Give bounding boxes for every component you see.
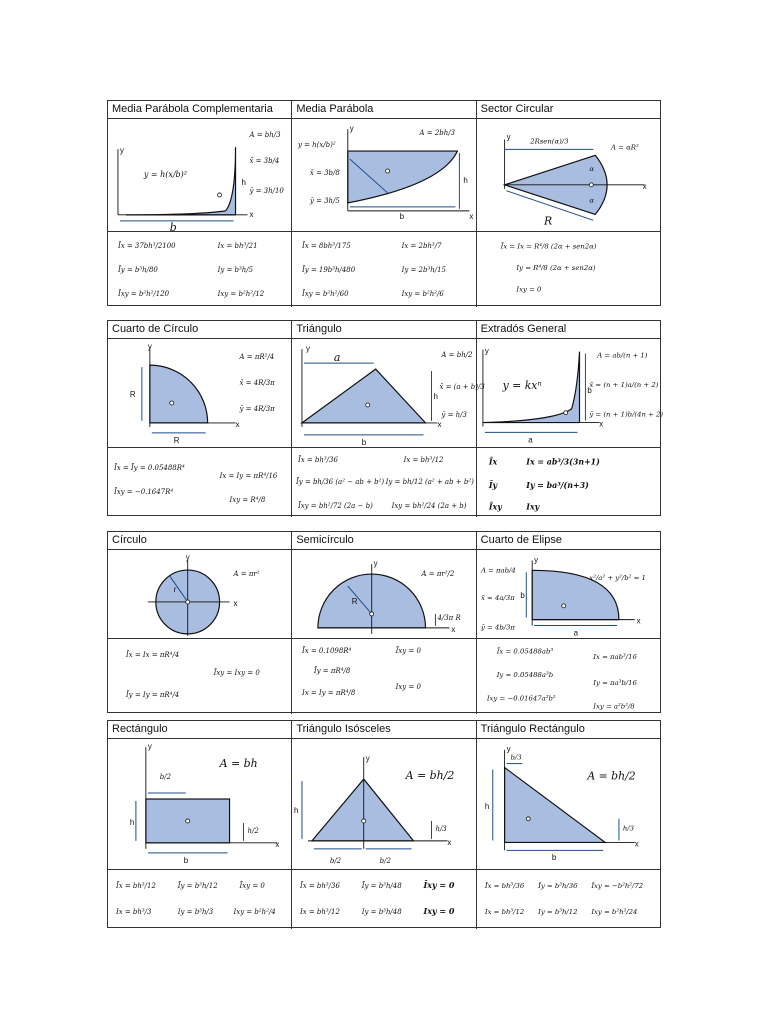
dim-b: b (587, 386, 592, 395)
ixy: Ixy = b²h²/12 (217, 289, 265, 298)
dim-b-half-right: b/2 (380, 856, 392, 865)
dim-x: x (249, 209, 254, 219)
shape (302, 369, 426, 423)
figure-media-parabola-complementaria (108, 119, 292, 234)
ix: Īx = Ix = πR⁴/4 (125, 651, 180, 660)
table-block-1 (107, 100, 661, 306)
dim-b: b (169, 220, 177, 234)
figure-triangulo (292, 339, 486, 447)
title-triangulo-rectangulo: Triángulo Rectángulo (480, 723, 585, 735)
ix: Īx = Ix = R⁴/8 (2α + sen2α) (500, 242, 597, 251)
dim-y: y (147, 742, 152, 752)
dim-x: x (235, 419, 240, 429)
area: A = bh/2 (441, 351, 473, 360)
ix-bar: Īx = 37bh³/2100 (117, 242, 176, 251)
ixy: Ixy = b²h²/4 (233, 907, 276, 916)
title-semicirculo: Semicírculo (292, 532, 476, 549)
dim-x: x (634, 839, 639, 849)
dim-y: y (533, 555, 538, 565)
ixy: Ixy = b²h²/24 (590, 907, 638, 916)
iy: Iy = ba³/(n+3) (525, 480, 589, 490)
title-triangulo: Triángulo (292, 321, 476, 338)
ix-bar: Īx (488, 457, 497, 467)
inertia-triangulo-rectangulo (477, 870, 660, 929)
dim-y: y (185, 553, 190, 563)
curve-eq: y = kxⁿ (502, 379, 542, 393)
ix: Ix = bh³/12 (484, 907, 524, 916)
dim-b: b (183, 855, 189, 865)
figure-rectangulo (108, 739, 292, 869)
ixy: Ixy = 0 (395, 682, 422, 691)
ixy: Ixy = b²h²/6 (401, 289, 445, 298)
ixy-bar: Īxy = −b²h²/72 (590, 882, 643, 891)
area: A = πr²/2 (421, 570, 455, 579)
iy-bar: Īy = b³h/36 (537, 882, 578, 891)
iy: Iy = b³h/3 (177, 907, 214, 916)
figure-triangulo-isosceles (292, 739, 476, 869)
shape (348, 151, 458, 203)
ix-bar: Īx = 0.05488ab³ (496, 647, 553, 656)
ix-bar: Īx = bh³/12 (115, 882, 156, 891)
dim-h: h (294, 805, 299, 815)
ix: Ix = bh³/3 (115, 907, 152, 916)
dim-r: R (543, 214, 552, 228)
inertia-rectangulo (108, 870, 292, 929)
dim-b: b (362, 437, 367, 447)
ix: Ix = 2bh³/7 (401, 242, 442, 251)
ixy-bar: Īxy = −0.1647R⁴ (113, 487, 174, 496)
ix-iy: Ix = Iy = πR⁴/16 (219, 472, 278, 481)
iy: Iy = 2b³h/15 (401, 265, 447, 274)
ixy: Ixy = 0 (516, 285, 542, 294)
ix-bar: Īx = 8bh³/175 (302, 242, 352, 251)
ix: Ix = ab³/3(3n+1) (525, 457, 600, 467)
table-block-3 (107, 531, 661, 713)
dim-y: y (506, 132, 511, 142)
ix-iy-bar: Īx = Īy = 0.05488R⁴ (113, 464, 185, 473)
ix-bar: Īx = 0.1098R⁴ (302, 647, 352, 656)
ix-bar: Īx = bh³/36 (298, 456, 339, 465)
dim-y: y (147, 342, 152, 352)
inertia-cuarto-de-elipse (477, 639, 660, 714)
ixy: Ixy = a²b²/8 (592, 702, 635, 711)
dim-h: h (241, 177, 246, 187)
curve-eq: y = h(x/b)² (298, 141, 336, 150)
ybar: ȳ = h/3 (441, 410, 468, 419)
dim-a: a (527, 435, 533, 445)
figure-circulo (108, 550, 292, 638)
title-circulo: Círculo (108, 532, 292, 549)
inertia-semicirculo (292, 639, 476, 714)
xbar: x̄ = (a + b)/3 (439, 383, 486, 392)
area: A = ab/(n + 1) (596, 351, 648, 360)
ixy-bar: Īxy = 0 (423, 881, 455, 891)
title-rectangulo: Rectángulo (108, 721, 292, 738)
dim-b-half-left: b/2 (330, 856, 342, 865)
block-1-inertia (108, 232, 660, 307)
iy: Iy = b³h/48 (362, 907, 402, 916)
dim-b: b (399, 211, 405, 221)
dim-y: y (366, 754, 371, 764)
ixy-bar: Īxy (488, 502, 502, 512)
area: A = αR² (610, 143, 639, 152)
dim-x: x (598, 419, 603, 429)
iy-bar: Īy = b³h/48 (362, 882, 402, 891)
iy: Iy = b³h/5 (217, 265, 254, 274)
xbar: x̄ = 4R/3π (239, 379, 275, 388)
figure-sector-circular (477, 119, 660, 231)
dim-y: y (506, 744, 511, 754)
inertia-triangulo (292, 448, 476, 517)
dim-h-half: h/2 (247, 826, 259, 835)
block-3-figures (108, 550, 660, 639)
iy: Iy = bh/12 (a² + ab + b²) (385, 477, 475, 486)
dim-x: x (275, 839, 280, 849)
dim-x: x (642, 181, 647, 191)
ix: Ix = πab³/16 (592, 653, 637, 662)
curve-eq: x²/a² + y²/b² = 1 (589, 574, 646, 583)
area: A = πr² (233, 570, 260, 579)
dim-y: y (306, 344, 311, 354)
dim-r: R (352, 596, 358, 606)
dim-a: a (573, 628, 578, 638)
dim-h-third: h/3 (435, 824, 448, 833)
dim-r-vert: R (129, 389, 136, 399)
inertia-triangulo-isosceles (292, 870, 476, 929)
iy: Iy = R⁴/8 (2α + sen2α) (516, 263, 596, 272)
title-extrados-general: Extradós General (480, 323, 567, 335)
dim-a: a (334, 351, 341, 365)
curve-eq: y = h(x/b)² (143, 169, 187, 179)
dim-x: x (437, 419, 442, 429)
ixy: Ixy = bh²/24 (2a + b) (391, 501, 467, 510)
dim-x: x (469, 211, 474, 221)
title-cuarto-de-elipse: Cuarto de Elipse (480, 534, 562, 546)
ix: Ix = bh³/21 (217, 242, 258, 251)
dim-h: h (463, 175, 469, 185)
block-2-titles (108, 321, 660, 339)
iy-bar: Iy = 0.05488a³b (496, 670, 553, 679)
block-4-titles (108, 721, 660, 739)
angle-1: α (589, 165, 594, 174)
block-4-figures (108, 739, 660, 870)
inertia-circulo (108, 639, 292, 714)
figure-cuarto-de-elipse (477, 550, 660, 638)
ix: Ix = bh³/12 (300, 907, 341, 916)
angle-2: α (589, 196, 594, 205)
ixy-bar: Īxy = 0 (239, 882, 265, 891)
iy-bar: Īy = πR⁴/8 (314, 667, 351, 676)
table-block-4 (107, 720, 661, 928)
ixy: Ixy = R⁴/8 (229, 495, 266, 504)
iy-bar: Īy = b³h/12 (177, 882, 218, 891)
ixy: Ixy = 0 (423, 906, 455, 916)
dim-r-horiz: R (173, 435, 180, 445)
ixy-bar: Īxy = bh²/72 (2a − b) (298, 501, 374, 510)
xbar: x̄ = 4a/3π (480, 593, 515, 602)
figure-semicirculo (292, 550, 476, 638)
ix-bar: Īx = bh³/36 (484, 882, 524, 891)
area: A = bh (219, 757, 258, 771)
table-block-2 (107, 320, 661, 516)
shape (150, 365, 208, 423)
title-media-parabola: Media Parábola (292, 101, 476, 118)
area: A = 2bh/3 (419, 129, 456, 138)
iy: Iy = πa³b/16 (592, 678, 637, 687)
title-media-parabola-complementaria: Media Parábola Complementaria (108, 101, 292, 118)
ybar: 4/3π R (437, 613, 462, 622)
ix-iy: Ix = Iy = πR⁴/8 (302, 688, 356, 697)
dim-h: h (129, 817, 135, 827)
ixy-bar: Īxy = b²h²/120 (117, 289, 170, 298)
dim-x: x (451, 624, 456, 634)
area: A = πab/4 (480, 566, 516, 575)
area: A = bh/3 (249, 131, 281, 140)
title-triangulo-isosceles: Triángulo Isósceles (292, 721, 476, 738)
iy-bar: Īy (488, 480, 497, 490)
dim-h: h (433, 391, 439, 401)
dim-y: y (350, 124, 355, 134)
centroid-dist: 2Rsen(α)/3 (529, 137, 569, 146)
dim-x: x (636, 616, 641, 626)
iy-bar: Īy = bh/36 (a² − ab + b²) (296, 477, 385, 486)
ybar: ȳ = 4R/3π (239, 404, 275, 413)
figure-triangulo-rectangulo (477, 739, 660, 869)
dim-y: y (374, 559, 379, 569)
dim-x: x (447, 837, 452, 847)
dim-b: b (520, 590, 525, 600)
inertia-media-parabola (292, 232, 476, 307)
ybar: ȳ = 3h/10 (249, 186, 284, 195)
inertia-cuarto-de-circulo (108, 448, 292, 517)
block-1-figures (108, 119, 660, 232)
iy: Iy = b³h/12 (537, 907, 578, 916)
iy: Īy = Iy = πR⁴/4 (125, 690, 180, 699)
block-3-inertia (108, 639, 660, 714)
shape (312, 779, 414, 841)
dim-b-third: b/3 (510, 753, 522, 762)
figure-media-parabola (292, 119, 476, 231)
ixy-bar: Ixy = −0.01647a²b² (486, 694, 556, 703)
xbar: x̄ = 3b/4 (249, 157, 280, 166)
block-2-inertia (108, 448, 660, 517)
dim-r: r (173, 585, 177, 595)
inertia-sector-circular (477, 232, 660, 307)
title-cuarto-de-circulo: Cuarto de Círculo (108, 321, 292, 338)
xbar: x̄ = (n + 1)a/(n + 2) (589, 381, 659, 390)
title-sector-circular: Sector Circular (480, 103, 554, 115)
area: A = bh/2 (405, 769, 455, 783)
block-1-titles (108, 101, 660, 119)
ixy: Īxy = Ixy = 0 (213, 669, 260, 678)
dim-h-third: h/3 (622, 824, 634, 833)
ixy-bar: Īxy = b²h²/60 (302, 289, 349, 298)
area: A = bh/2 (587, 769, 636, 783)
inertia-extrados-general (477, 448, 660, 517)
ixy: Ixy (525, 502, 539, 512)
ybar: ȳ = (n + 1)b/(4n + 2) (589, 410, 663, 419)
xbar: x̄ = 3b/8 (310, 169, 341, 177)
ybar: ȳ = 4b/3π (480, 623, 515, 632)
iy-bar: Īy = b³h/80 (117, 265, 158, 274)
dim-x: x (233, 598, 238, 608)
figure-cuarto-de-circulo (108, 339, 292, 447)
area: A = πR²/4 (239, 353, 275, 362)
ixy-bar: Īxy = 0 (395, 647, 422, 656)
block-2-figures (108, 339, 663, 448)
ybar: ȳ = 3h/5 (310, 196, 341, 205)
dim-b: b (551, 853, 556, 863)
dim-y: y (484, 346, 489, 356)
inertia-media-parabola-complementaria (108, 232, 292, 307)
block-3-titles (108, 532, 660, 550)
dim-y: y (119, 146, 124, 156)
shape (126, 147, 236, 215)
block-4-inertia (108, 870, 660, 929)
figure-extrados-general (477, 339, 663, 447)
iy-bar: Īy = 19b³h/480 (302, 265, 356, 274)
ix-bar: Īx = bh³/36 (300, 882, 341, 891)
ix: Ix = bh³/12 (403, 456, 444, 465)
dim-b-half: b/2 (159, 773, 172, 782)
dim-h: h (484, 801, 489, 811)
